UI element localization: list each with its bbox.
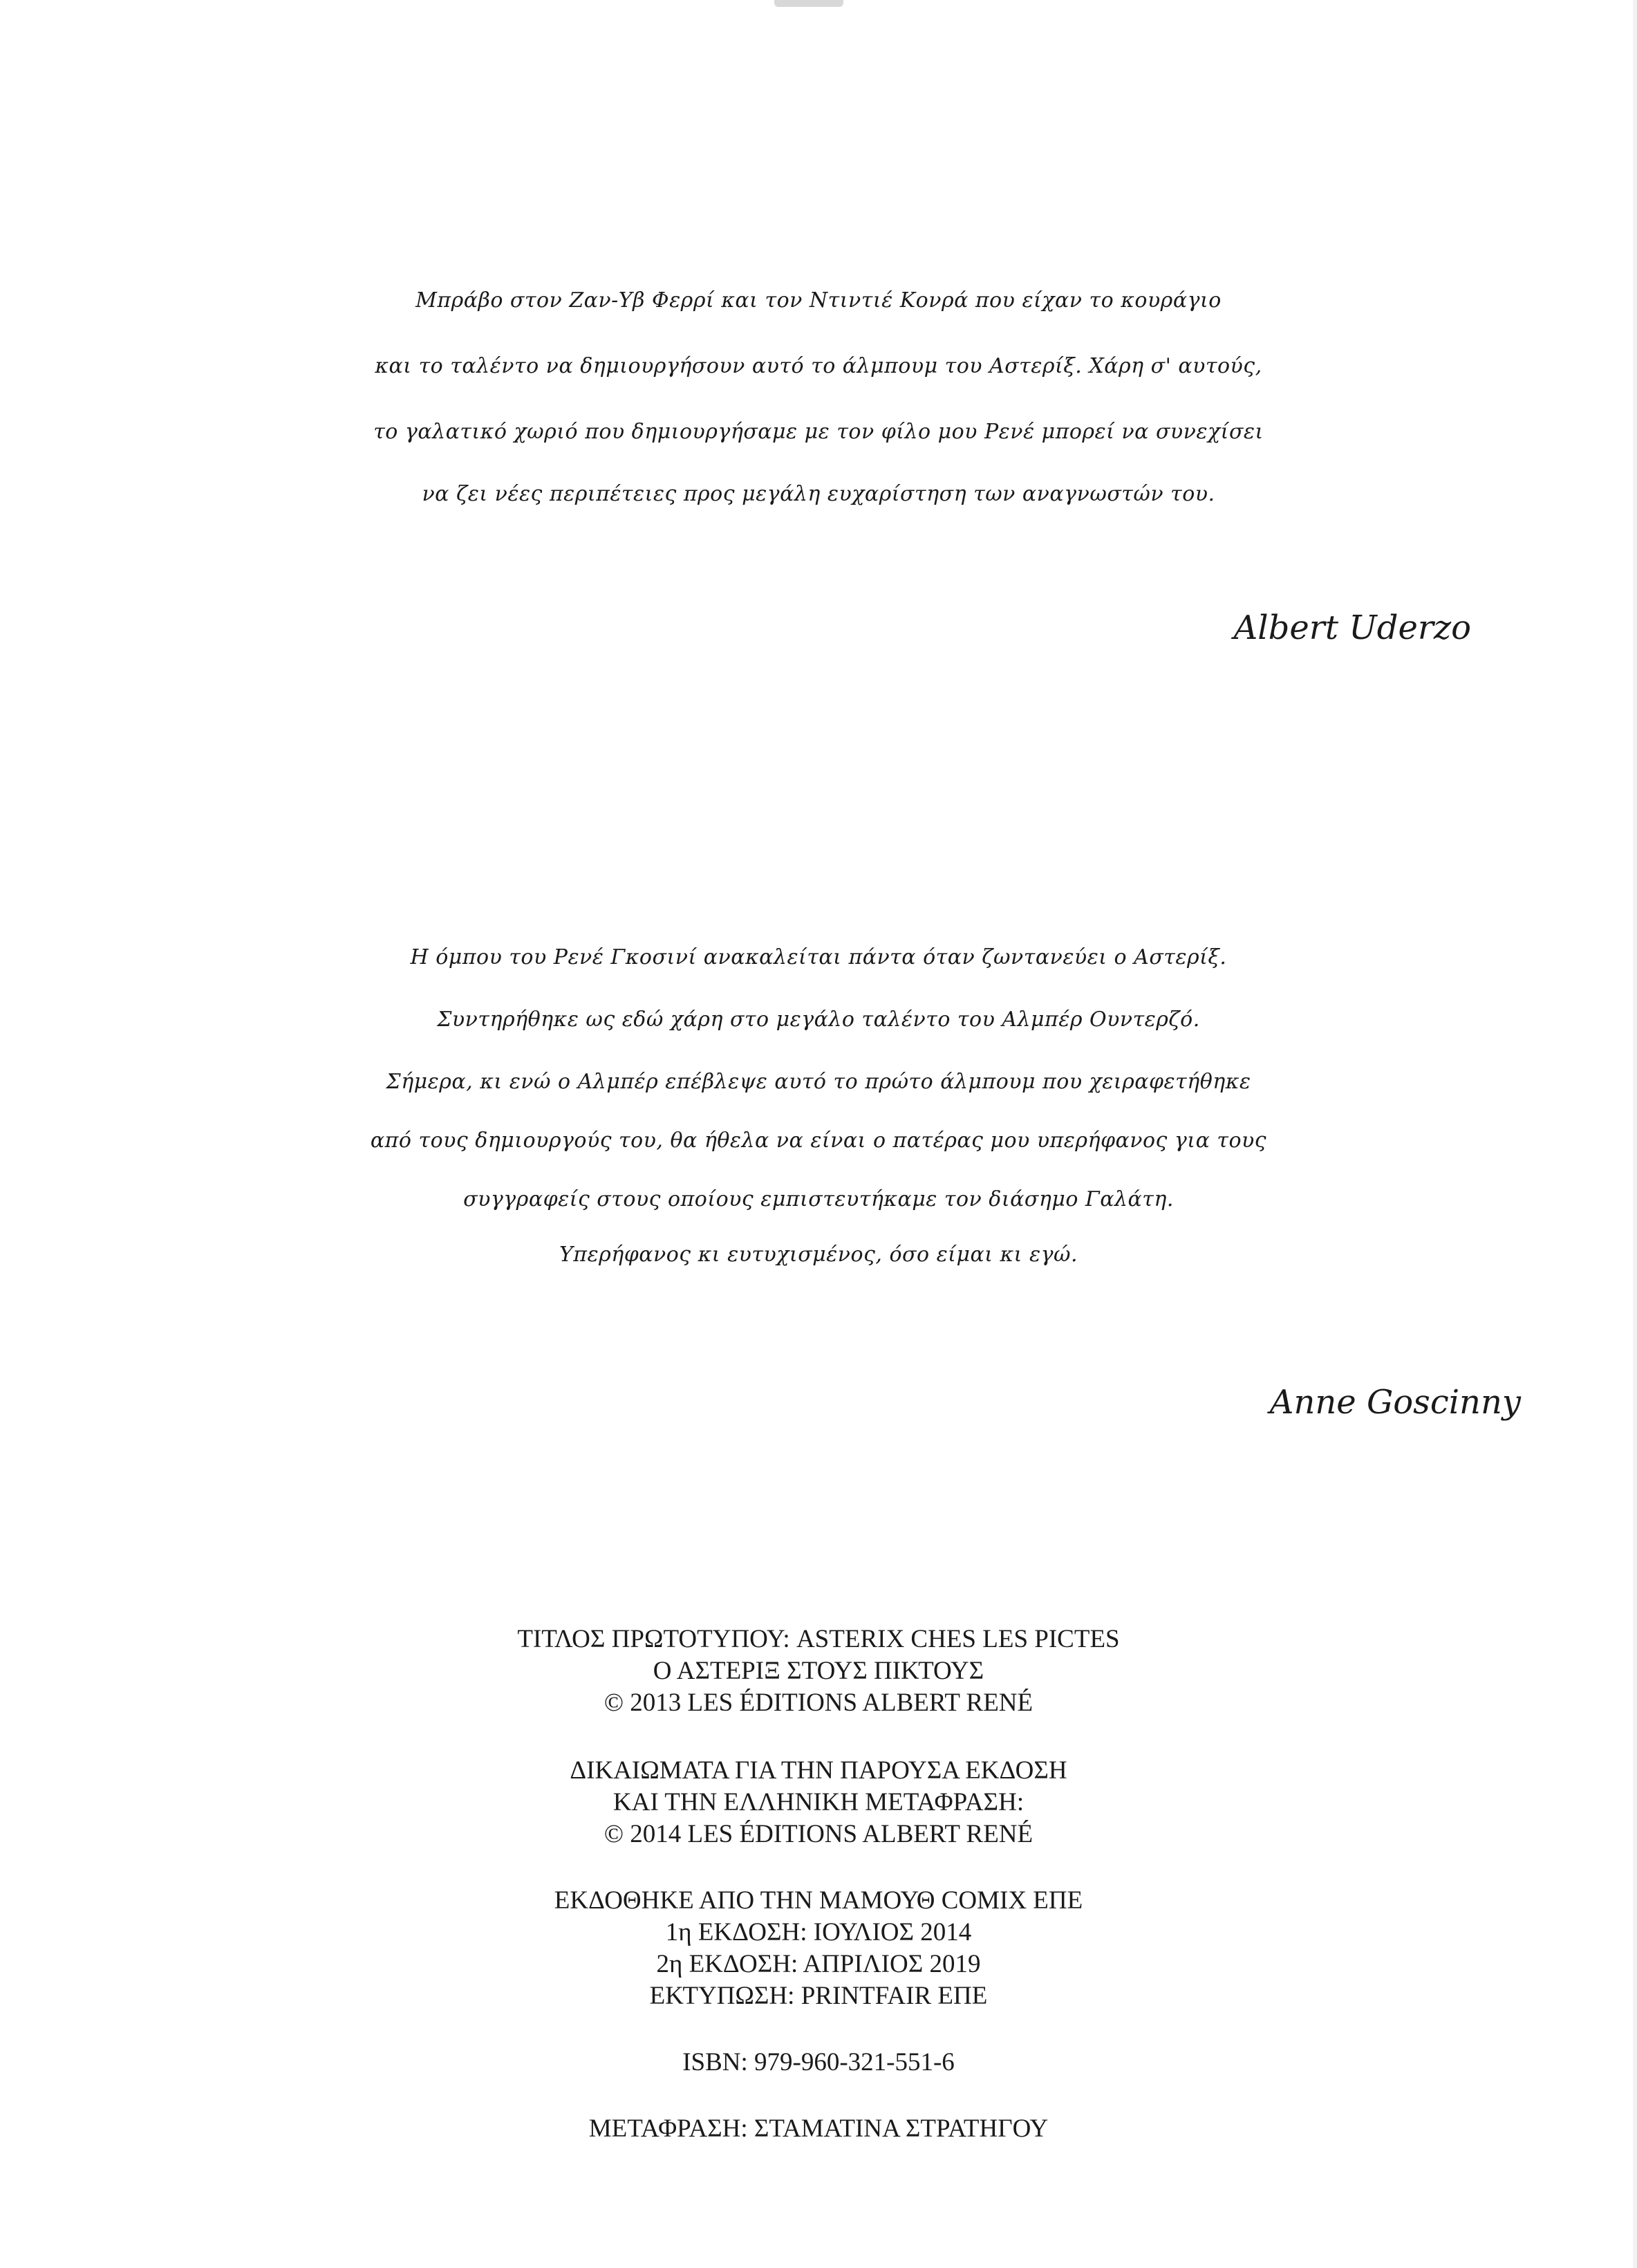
copyright-original: © 2013 LES ÉDITIONS ALBERT RENÉ	[604, 1689, 1033, 1717]
publisher: ΕΚΔΟΘΗΚΕ ΑΠΟ ΤΗΝ ΜΑΜΟΥΘ COMIX ΕΠΕ	[554, 1886, 1083, 1915]
signature-goscinny: Anne Goscinny	[1269, 1383, 1521, 1422]
printing: ΕΚΤΥΠΩΣΗ: PRINTFAIR ΕΠΕ	[649, 1982, 988, 2010]
signature-uderzo: Albert Uderzo	[1233, 608, 1471, 647]
edition-first: 1η ΕΚΔΟΣΗ: ΙΟΥΛΙΟΣ 2014	[665, 1918, 972, 1946]
tribute-line: Μπράβο στον Ζαν-Υβ Φερρί και τον Ντιντιέ Κονρά που είχαν το κουράγιο	[415, 288, 1222, 313]
tribute-line: και το ταλέντο να δημιουργήσουν αυτό το άλμπουμ του Αστερίξ. Χάρη σ' αυτούς,	[375, 354, 1262, 378]
tribute-line: το γαλατικό χωριό που δημιουργήσαμε με τον φίλο μου Ρενέ μπορεί να συνεχίσει	[373, 420, 1264, 444]
translator: ΜΕΤΑΦΡΑΣΗ: ΣΤΑΜΑΤΙΝΑ ΣΤΡΑΤΗΓΟΥ	[588, 2114, 1049, 2143]
greek-title: Ο ΑΣΤΕΡΙΞ ΣΤΟΥΣ ΠΙΚΤΟΥΣ	[653, 1657, 984, 1685]
tribute-line: Συντηρήθηκε ως εδώ χάρη στο μεγάλο ταλέντο του Αλμπέρ Ουντερζό.	[437, 1007, 1200, 1032]
edition-second: 2η ΕΚΔΟΣΗ: ΑΠΡΙΛΙΟΣ 2019	[656, 1950, 981, 1978]
original-title: ΤΙΤΛΟΣ ΠΡΩΤΟΤΥΠΟΥ: ASTERIX CHES LES PICTES	[517, 1625, 1120, 1653]
tribute-line: από τους δημιουργούς του, θα ήθελα να είναι ο πατέρας μου υπερήφανος για τους	[370, 1128, 1267, 1153]
rights-line: ΔΙΚΑΙΩΜΑΤΑ ΓΙΑ ΤΗΝ ΠΑΡΟΥΣΑ ΕΚΔΟΣΗ	[570, 1756, 1067, 1785]
copyright-translation: © 2014 LES ÉDITIONS ALBERT RENÉ	[604, 1820, 1033, 1848]
rights-line: ΚΑΙ ΤΗΝ ΕΛΛΗΝΙΚΗ ΜΕΤΑΦΡΑΣΗ:	[612, 1788, 1025, 1816]
tribute-line: Σήμερα, κι ενώ ο Αλμπέρ επέβλεψε αυτό το πρώτο άλμπουμ που χειραφετήθηκε	[386, 1070, 1251, 1094]
tribute-line: να ζει νέες περιπέτειες προς μεγάλη ευχαρίστηση των αναγνωστών του.	[422, 482, 1215, 506]
tribute-line: συγγραφείς στους οποίους εμπιστευτήκαμε τον διάσημο Γαλάτη.	[463, 1187, 1174, 1211]
binding-mark	[774, 0, 843, 7]
tribute-line: Η όμπου του Ρενέ Γκοσινί ανακαλείται πάντα όταν ζωντανεύει ο Αστερίξ.	[410, 945, 1227, 969]
tribute-line: Υπερήφανος κι ευτυχισμένος, όσο είμαι κι εγώ.	[559, 1243, 1078, 1267]
isbn: ISBN: 979-960-321-551-6	[682, 2048, 955, 2076]
